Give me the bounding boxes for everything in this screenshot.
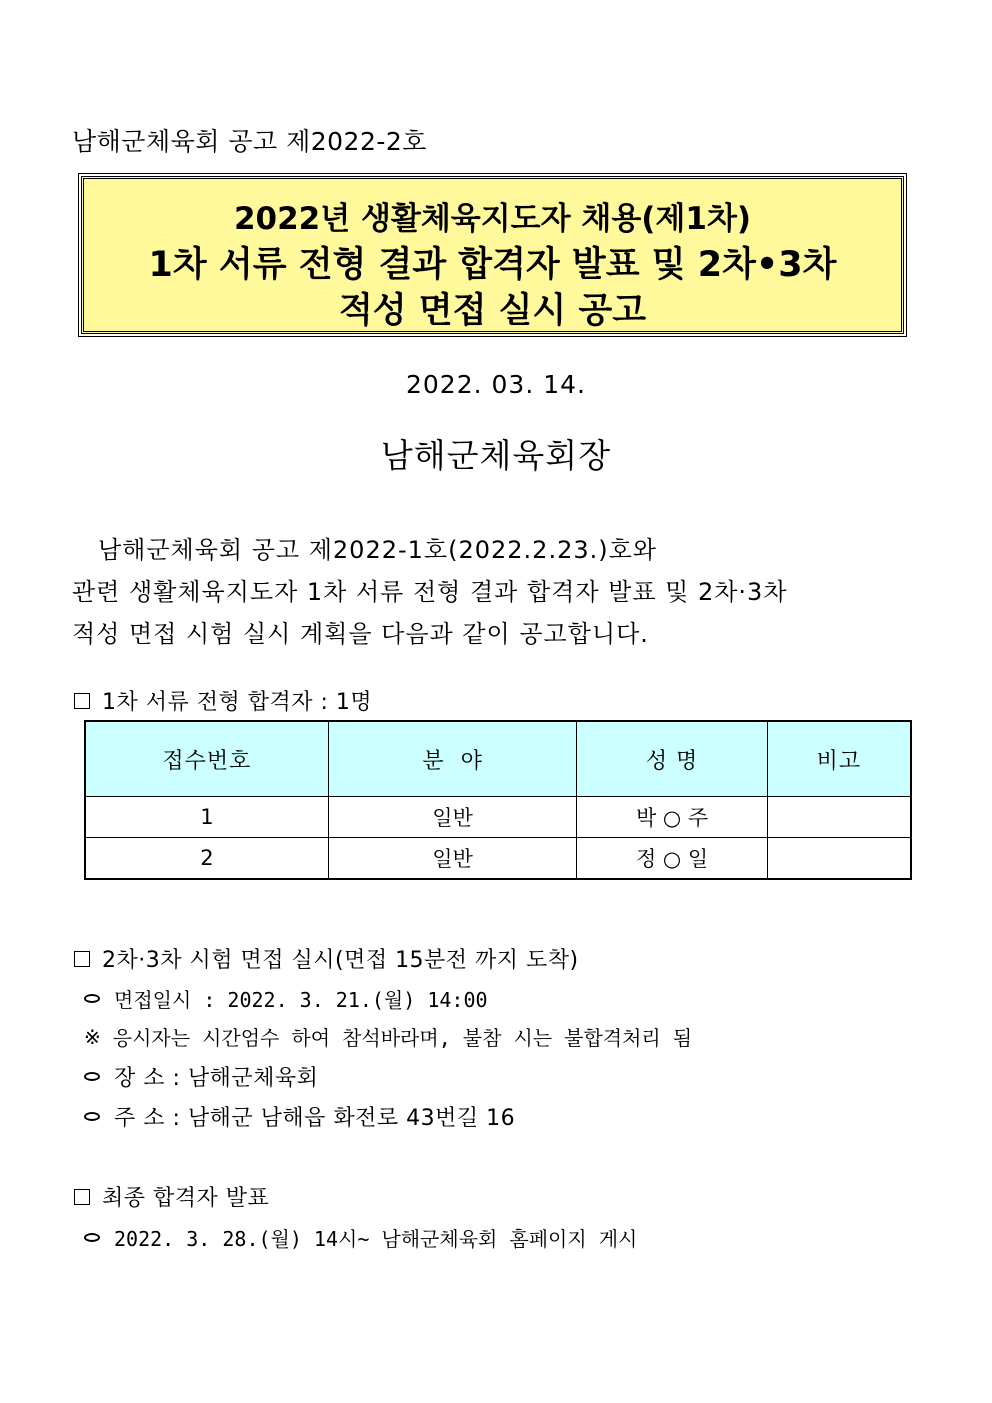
title-line-2: 1차 서류 전형 결과 합격자 발표 및 2차•3차: [148, 245, 837, 285]
table-cell: 정 ○ 일: [577, 838, 768, 880]
address-item: [84, 1101, 515, 1132]
issuer: 남해군체육회장: [380, 436, 612, 475]
table-cell: [767, 838, 911, 880]
section2-heading: [74, 943, 579, 974]
title-line-3: 적성 면접 실시 공고: [338, 291, 647, 331]
place-text: 장 소 : 남해군체육회: [114, 1066, 319, 1091]
table-cell: 1: [85, 797, 328, 838]
announcement-text: 2022. 3. 28.(월) 14시~ 남해군체육회 홈페이지 게시: [114, 1227, 638, 1251]
table-cell: 박 ○ 주: [577, 797, 768, 838]
notice-date: 2022. 03. 14.: [406, 370, 586, 399]
announcement-item: [84, 1223, 637, 1252]
note-item: [84, 1022, 692, 1051]
section3-heading: [74, 1181, 269, 1212]
section2-heading-text: 2차·3차 시험 면접 실시(면접 15분전 까지 도착): [102, 948, 579, 973]
checkbox-square-icon: [74, 693, 90, 709]
intro-line-2: 관련 생활체육지도자 1차 서류 전형 결과 합격자 발표 및 2차·3차: [72, 578, 788, 606]
table-cell: 2: [85, 838, 328, 880]
title-box: [81, 176, 904, 334]
column-header: 비고: [767, 721, 911, 797]
table-cell: 일반: [328, 838, 576, 880]
checkbox-square-icon: [74, 1189, 90, 1205]
title-line-1: 2022년 생활체육지도자 채용(제1차): [233, 201, 752, 237]
reference-mark-icon: ※: [84, 1024, 101, 1049]
column-header: 접수번호: [85, 721, 328, 797]
section1-heading: [74, 685, 372, 716]
place-item: [84, 1061, 318, 1092]
checkbox-square-icon: [74, 951, 90, 967]
schedule-item: [84, 984, 488, 1013]
note-text: 응시자는 시간엄수 하여 참석바라며, 불참 시는 불합격처리 됨: [112, 1026, 693, 1050]
section3-heading-text: 최종 합격자 발표: [102, 1186, 270, 1211]
address-text: 주 소 : 남해군 남해읍 화전로 43번길 16: [114, 1106, 516, 1131]
circle-bullet-icon: [84, 1072, 100, 1081]
intro-line-1: 남해군체육회 공고 제2022-1호(2022.2.23.)호와: [98, 536, 657, 564]
table-header-row: [85, 721, 911, 797]
table-cell: [767, 797, 911, 838]
schedule-text: 면접일시 : 2022. 3. 21.(월) 14:00: [114, 988, 488, 1012]
result-table: [84, 720, 912, 880]
table-row: [85, 797, 911, 838]
column-header: 분 야: [328, 721, 576, 797]
circle-bullet-icon: [84, 1233, 100, 1242]
table-cell: 일반: [328, 797, 576, 838]
table-row: [85, 838, 911, 880]
circle-bullet-icon: [84, 994, 100, 1003]
section1-heading-text: 1차 서류 전형 합격자 : 1명: [102, 690, 373, 715]
notice-number: 남해군체육회 공고 제2022-2호: [72, 127, 427, 156]
circle-bullet-icon: [84, 1112, 100, 1121]
intro-line-3: 적성 면접 시험 실시 계획을 다음과 같이 공고합니다.: [72, 620, 649, 648]
column-header: 성 명: [577, 721, 768, 797]
